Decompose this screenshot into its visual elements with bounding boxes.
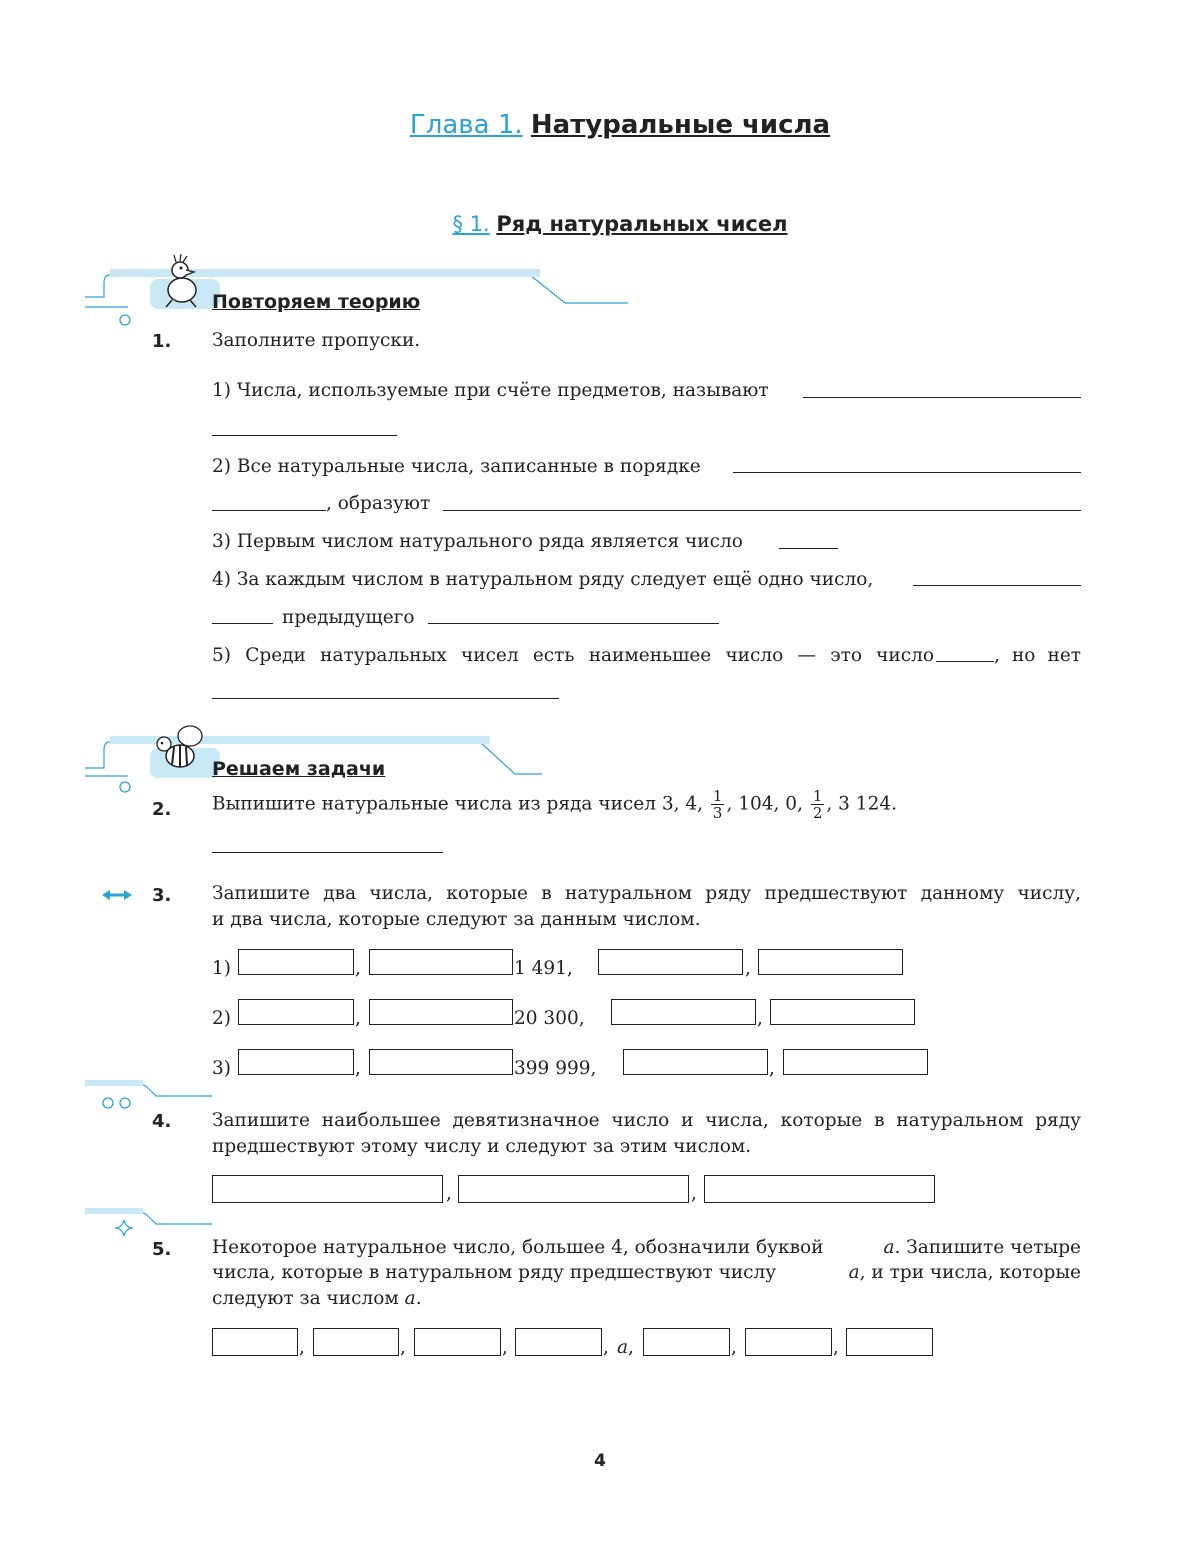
comma: , — [400, 1337, 406, 1358]
blank-4b[interactable] — [212, 623, 273, 624]
comma: , — [603, 1337, 609, 1358]
section-number: § 1. — [452, 212, 490, 236]
blank-4c[interactable] — [428, 623, 719, 624]
task-1-item-4: 4) За каждым числом в натуральном ряду следует ещё одно число, — [212, 569, 874, 590]
task-4-line-2: предшествуют этому числу и следуют за этим числом. — [212, 1136, 752, 1157]
letter-a: a — [404, 1288, 416, 1309]
task-5-number: 5. — [152, 1239, 172, 1260]
answer-box[interactable] — [846, 1328, 933, 1356]
comma: , — [731, 1337, 737, 1358]
blank-2b[interactable] — [212, 510, 326, 511]
comma: , — [299, 1337, 305, 1358]
task-2-end: , 3 124. — [826, 793, 897, 815]
blank-5a[interactable] — [936, 661, 994, 662]
comma: , — [757, 1008, 763, 1029]
answer-box[interactable] — [770, 999, 915, 1025]
task-5-line-2 — [212, 1262, 1081, 1283]
task-5-line-3 — [212, 1288, 422, 1309]
blank-4a[interactable] — [913, 585, 1081, 586]
answer-box[interactable] — [212, 1328, 298, 1356]
task-2-lead: Выпишите натуральные числа из ряда чисел 3, 4, — [212, 793, 704, 815]
task-3-number: 3. — [152, 885, 172, 906]
difficulty-star-marker — [80, 1206, 220, 1242]
task-5-line-3-a: следуют за числом — [212, 1288, 399, 1309]
item-1-text: 1) Числа, используемые при счёте предметов, называют — [212, 380, 769, 401]
task-1-item-5b: , но нет — [994, 645, 1081, 666]
task-1-item-4b: предыдущего — [282, 607, 415, 628]
answer-box[interactable] — [758, 949, 903, 975]
answer-box[interactable] — [238, 999, 354, 1025]
task-5-line-1-a: Некоторое натуральное число, большее 4, обозначили буквой — [212, 1237, 824, 1258]
given-number-1: 1 491, — [514, 958, 573, 979]
answer-box[interactable] — [704, 1175, 935, 1203]
task-1-number: 1. — [152, 331, 172, 352]
answer-box[interactable] — [369, 999, 513, 1025]
task-3-line-2: и два числа, которые следуют за данным числом. — [212, 909, 701, 930]
answer-box[interactable] — [783, 1049, 928, 1075]
answer-box[interactable] — [623, 1049, 768, 1075]
comma: , — [502, 1337, 508, 1358]
comma: , — [691, 1183, 697, 1204]
double-arrow-icon — [100, 888, 134, 902]
answer-box[interactable] — [369, 1049, 513, 1075]
comma: , — [628, 1337, 634, 1358]
answer-box[interactable] — [238, 949, 354, 975]
letter-a: a — [617, 1337, 629, 1358]
fraction-one-third: $\frac{1}{3}$ — [712, 787, 723, 822]
task-5-line-2-b: , и три числа, которые — [859, 1262, 1081, 1283]
section-title: Ряд натуральных чисел — [496, 212, 788, 236]
task-2-mid: , 104, 0, — [726, 793, 803, 815]
chapter-title: Натуральные числа — [530, 110, 831, 140]
task-2-number: 2. — [152, 799, 172, 820]
given-number-3: 399 999, — [514, 1058, 597, 1079]
comma: , — [355, 1058, 361, 1079]
answer-box[interactable] — [369, 949, 513, 975]
task-5-line-1 — [212, 1237, 1081, 1258]
task-1-item-2: 2) Все натуральные числа, записанные в порядке — [212, 456, 701, 477]
blank-2a[interactable] — [733, 472, 1081, 473]
task-5-line-1-b: . Запишите четыре — [894, 1237, 1081, 1258]
blank-5b[interactable] — [212, 698, 559, 699]
letter-a: a — [883, 1237, 895, 1258]
answer-box[interactable] — [598, 949, 743, 975]
task-5-line-3-b: . — [415, 1288, 422, 1309]
answer-box[interactable] — [745, 1328, 832, 1356]
task-1-item-2b: , образуют — [326, 493, 431, 514]
answer-box[interactable] — [515, 1328, 602, 1356]
page-number: 4 — [594, 1451, 606, 1471]
task-4-line-1: Запишите наибольшее девятизначное число и числа, которые в натуральном ряду — [212, 1110, 1081, 1131]
comma: , — [769, 1058, 775, 1079]
comma: , — [833, 1337, 839, 1358]
section-heading — [0, 212, 1200, 236]
rubric-theory: Повторяем теорию — [212, 291, 421, 313]
task-4-number: 4. — [152, 1111, 172, 1132]
answer-box[interactable] — [414, 1328, 501, 1356]
task-2-text — [212, 788, 897, 821]
task-1-item-3: 3) Первым числом натурального ряда является число — [212, 531, 743, 552]
chapter-heading — [0, 110, 1200, 140]
task-3-line-1: Запишите два числа, которые в натуральном ряду предшествуют данному числу, — [212, 883, 1081, 904]
fraction-one-half: $\frac{1}{2}$ — [812, 787, 823, 822]
answer-box[interactable] — [313, 1328, 399, 1356]
given-number-2: 20 300, — [514, 1008, 585, 1029]
blank-3[interactable] — [779, 548, 838, 549]
row-3-label: 3) — [212, 1058, 231, 1079]
chapter-number: Глава 1. — [409, 110, 523, 140]
blank-1b[interactable] — [212, 435, 397, 436]
answer-box[interactable] — [643, 1328, 730, 1356]
answer-box[interactable] — [238, 1049, 354, 1075]
task-1-item-1 — [212, 380, 769, 401]
comma: , — [745, 958, 751, 979]
comma: , — [355, 1008, 361, 1029]
row-1-label: 1) — [212, 958, 231, 979]
answer-box[interactable] — [611, 999, 756, 1025]
answer-box[interactable] — [212, 1175, 443, 1203]
comma: , — [355, 958, 361, 979]
rubric-tasks: Решаем задачи — [212, 758, 386, 780]
task-1-item-5: 5) Среди натуральных чисел есть наименьшее число — это число — [212, 645, 934, 666]
comma: , — [446, 1183, 452, 1204]
parrot-icon — [152, 252, 212, 310]
row-2-label: 2) — [212, 1008, 231, 1029]
bee-icon — [150, 722, 212, 774]
task-1-text: Заполните пропуски. — [212, 330, 421, 351]
blank-2c[interactable] — [443, 510, 1081, 511]
blank-1a[interactable] — [803, 397, 1081, 398]
task-5-line-2-a: числа, которые в натуральном ряду предшествуют числу — [212, 1262, 777, 1283]
difficulty-two-marker — [80, 1078, 220, 1114]
answer-line-2[interactable] — [212, 852, 443, 853]
answer-box[interactable] — [458, 1175, 689, 1203]
letter-a: a — [848, 1262, 860, 1283]
